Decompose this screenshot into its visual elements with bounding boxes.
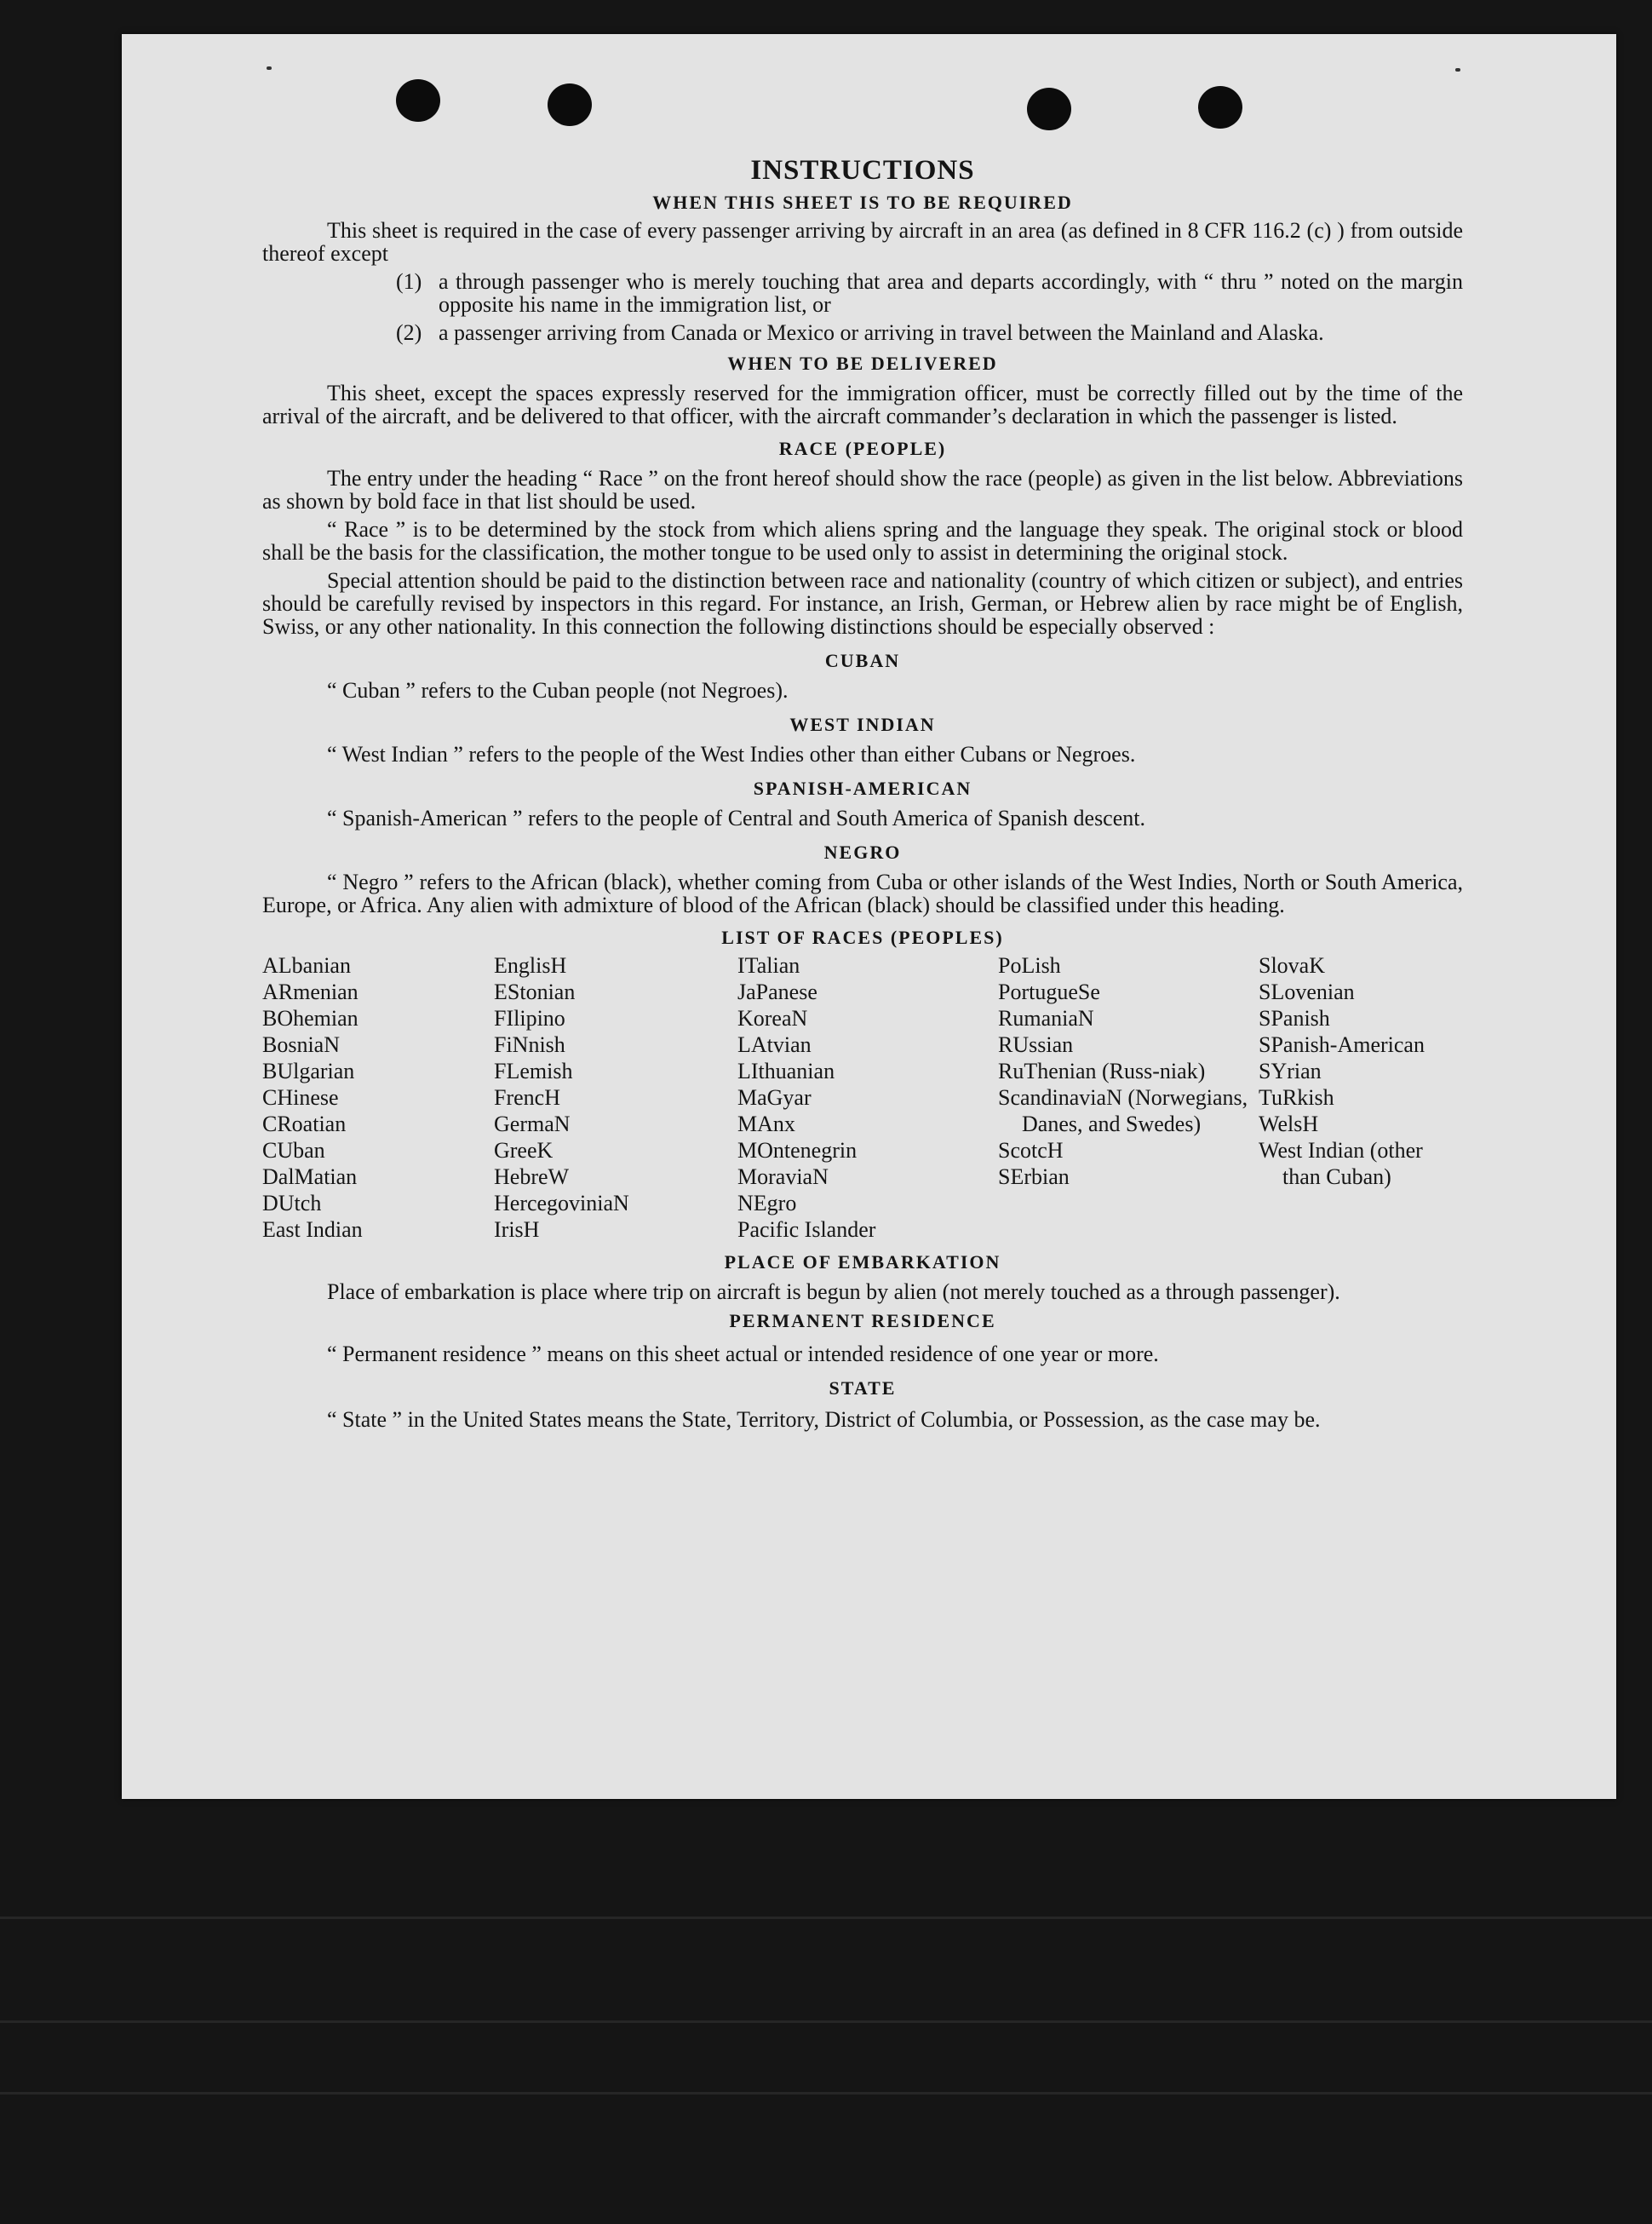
- section-heading-residence: PERMANENT RESIDENCE: [729, 1310, 996, 1331]
- punch-hole: [1027, 88, 1071, 130]
- speck: [267, 66, 272, 70]
- race-entry: Pacific Islander: [737, 1217, 876, 1242]
- spanish-american-text: “ Spanish-American ” refers to the people of Central and South America of Spanish descent.: [327, 806, 1145, 830]
- race-entry: East Indian: [262, 1217, 363, 1242]
- sheet-content: [262, 151, 1463, 1431]
- section-heading-cuban: CUBAN: [824, 650, 901, 671]
- race-paragraph-2: “ Race ” is to be determined by the stock from which aliens spring and the language they speak. The original stock or blood shall be the basis for the classification, the mother tongue to be used only to assist in determining the original stock.: [262, 517, 1463, 565]
- embarkation-text: Place of embarkation is place where trip on aircraft is begun by alien (not merely touched as a through passenger).: [327, 1279, 1340, 1304]
- section-heading-west-indian: WEST INDIAN: [789, 714, 936, 735]
- race-entry: PoLish: [998, 953, 1061, 978]
- race-entry: SErbian: [998, 1164, 1070, 1189]
- residence-text: “ Permanent residence ” means on this sheet actual or intended residence of one year or more.: [327, 1342, 1159, 1366]
- race-entry: ALbanian: [262, 953, 351, 978]
- race-entry: RUssian: [998, 1032, 1074, 1057]
- cuban-text: “ Cuban ” refers to the Cuban people (not Negroes).: [327, 678, 789, 703]
- races-column: [1259, 952, 1463, 1243]
- speck: [1455, 68, 1460, 72]
- race-entry: CUban: [262, 1138, 325, 1163]
- race-entry: KoreaN: [737, 1006, 808, 1031]
- race-entry: IrisH: [494, 1217, 540, 1242]
- list-item: [396, 321, 1463, 344]
- section-heading-state: STATE: [829, 1377, 897, 1399]
- race-paragraph-3: Special attention should be paid to the distinction between race and nationality (country of which citizen or subject), and entries should be carefully revised by inspectors in this regard. For instance, an Irish, German, or Hebrew alien by race might be of English, Swiss, or any other nationality. In this connection the following distinctions should be especially observed :: [262, 568, 1463, 639]
- delivered-text: This sheet, except the spaces expressly reserved for the immigration officer, must be correctly filled out by the time of the arrival of the aircraft, and be delivered to that officer, with the aircraft commander’s declaration in which the passenger is listed.: [262, 381, 1463, 428]
- race-entry: BOhemian: [262, 1006, 359, 1031]
- race-entry: EStonian: [494, 980, 576, 1004]
- scan-band: [0, 2020, 1652, 2023]
- race-entry: FLemish: [494, 1059, 573, 1083]
- race-entry: EnglisH: [494, 953, 567, 978]
- race-entry: SPanish-American: [1259, 1032, 1425, 1057]
- race-entry: FiNnish: [494, 1032, 565, 1057]
- instruction-sheet: [122, 34, 1616, 1799]
- races-column: [494, 952, 737, 1243]
- item-number: (2): [396, 320, 422, 345]
- race-entry: ScandinaviaN (Norwegians, Danes, and Swedes): [998, 1085, 1248, 1136]
- section-heading-delivered: WHEN TO BE DELIVERED: [727, 353, 998, 374]
- section-heading-race: RACE (PEOPLE): [778, 438, 947, 459]
- item-text: a through passenger who is merely touching that area and departs accordingly, with “ thru ” noted on the margin opposite his name in the immigration list, or: [439, 269, 1463, 317]
- race-entry: LIthuanian: [737, 1059, 835, 1083]
- race-entry: ARmenian: [262, 980, 359, 1004]
- race-entry: NEgro: [737, 1191, 797, 1215]
- negro-text: “ Negro ” refers to the African (black), whether coming from Cuba or other islands of the West Indies, North or South America, Europe, or Africa. Any alien with admixture of blood of the African (black) should be classified under this heading.: [262, 870, 1463, 917]
- race-paragraph-1: The entry under the heading “ Race ” on the front hereof should show the race (people) as given in the list below. Abbreviations as shown by bold face in that list should be used.: [262, 466, 1463, 514]
- section-heading-negro: NEGRO: [823, 842, 902, 863]
- required-intro: This sheet is required in the case of every passenger arriving by aircraft in an area (as defined in 8 CFR 116.2 (c) ) from outside thereof except: [262, 218, 1463, 266]
- races-table: [262, 952, 1463, 1243]
- race-entry: TuRkish: [1259, 1085, 1334, 1110]
- race-entry: West Indian (other than Cuban): [1259, 1138, 1423, 1189]
- race-entry: HebreW: [494, 1164, 570, 1189]
- section-heading-races-list: LIST OF RACES (PEOPLES): [721, 927, 1004, 948]
- page-title: INSTRUCTIONS: [750, 155, 975, 186]
- race-entry: LAtvian: [737, 1032, 812, 1057]
- race-entry: WelsH: [1259, 1112, 1319, 1136]
- west-indian-text: “ West Indian ” refers to the people of the West Indies other than either Cubans or Negroes.: [327, 742, 1136, 767]
- race-entry: CHinese: [262, 1085, 339, 1110]
- race-entry: MAnx: [737, 1112, 795, 1136]
- race-entry: MOntenegrin: [737, 1138, 858, 1163]
- section-heading-spanish-american: SPANISH-AMERICAN: [753, 778, 972, 799]
- item-text: a passenger arriving from Canada or Mexico or arriving in travel between the Mainland and Alaska.: [439, 320, 1324, 345]
- race-entry: FrencH: [494, 1085, 560, 1110]
- race-entry: ScotcH: [998, 1138, 1064, 1163]
- race-entry: GermaN: [494, 1112, 571, 1136]
- state-text: “ State ” in the United States means the State, Territory, District of Columbia, or Possession, as the case may be.: [327, 1407, 1321, 1432]
- race-entry: DalMatian: [262, 1164, 358, 1189]
- race-entry: JaPanese: [737, 980, 817, 1004]
- race-entry: BUlgarian: [262, 1059, 355, 1083]
- races-column: [998, 952, 1259, 1243]
- punch-hole: [1198, 86, 1242, 129]
- race-entry: MoraviaN: [737, 1164, 829, 1189]
- races-column: [737, 952, 998, 1243]
- race-entry: SPanish: [1259, 1006, 1330, 1031]
- race-entry: RumaniaN: [998, 1006, 1094, 1031]
- scan-band: [0, 2092, 1652, 2095]
- section-heading-required: WHEN THIS SHEET IS TO BE REQUIRED: [652, 192, 1073, 213]
- race-entry: FIlipino: [494, 1006, 565, 1031]
- race-entry: RuThenian (Russ-niak): [998, 1059, 1206, 1083]
- race-entry: CRoatian: [262, 1112, 347, 1136]
- section-heading-embarkation: PLACE OF EMBARKATION: [724, 1251, 1001, 1273]
- race-entry: SlovaK: [1259, 953, 1325, 978]
- race-entry: SYrian: [1259, 1059, 1322, 1083]
- race-entry: MaGyar: [737, 1085, 812, 1110]
- race-entry: HercegoviniaN: [494, 1191, 629, 1215]
- race-entry: PortugueSe: [998, 980, 1100, 1004]
- race-entry: DUtch: [262, 1191, 322, 1215]
- race-entry: ITalian: [737, 953, 800, 978]
- scan-band: [0, 1917, 1652, 1919]
- list-item: [396, 270, 1463, 316]
- punch-hole: [396, 79, 440, 122]
- race-entry: GreeK: [494, 1138, 554, 1163]
- punch-hole: [548, 83, 592, 126]
- races-column: [262, 952, 494, 1243]
- race-entry: SLovenian: [1259, 980, 1355, 1004]
- item-number: (1): [396, 269, 422, 294]
- race-entry: BosniaN: [262, 1032, 340, 1057]
